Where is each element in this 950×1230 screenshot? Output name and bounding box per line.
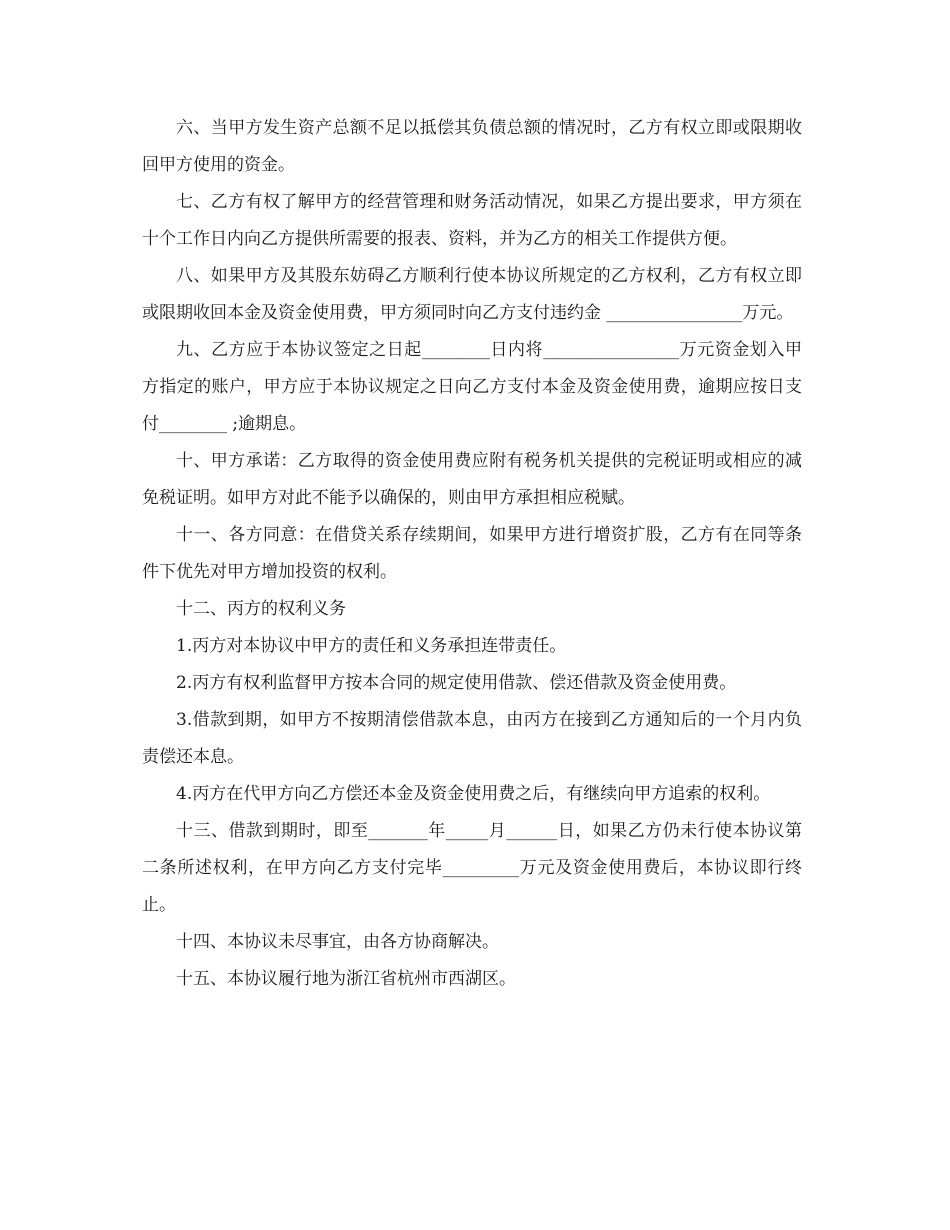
clause-6: 六、当甲方发生资产总额不足以抵偿其负债总额的情况时，乙方有权立即或限期收回甲方使用的资金。 bbox=[142, 118, 802, 175]
document-page bbox=[142, 110, 802, 998]
clause-8: 八、如果甲方及其股东妨碍乙方顺利行使本协议所规定的乙方权利，乙方有权立即或限期收回本金及资金使用费，甲方须同时向乙方支付违约金 ________________万元。 bbox=[142, 266, 802, 323]
clause-11: 十一、各方同意：在借贷关系存续期间，如果甲方进行增资扩股，乙方有在同等条件下优先对甲方增加投资的权利。 bbox=[142, 525, 802, 582]
clause-15: 十五、本协议履行地为浙江省杭州市西湖区。 bbox=[176, 969, 516, 989]
clause-12-item-2: 2.丙方有权利监督甲方按本合同的规定使用借款、偿还借款及资金使用费。 bbox=[176, 673, 737, 693]
clause-12-heading: 十二、丙方的权利义务 bbox=[176, 599, 346, 619]
clause-14: 十四、本协议未尽事宜，由各方协商解决。 bbox=[176, 932, 499, 952]
clause-12-item-4: 4.丙方在代甲方向乙方偿还本金及资金使用费之后，有继续向甲方追索的权利。 bbox=[176, 784, 771, 804]
clause-9: 九、乙方应于本协议签定之日起________日内将________________万元资金划入甲方指定的账户，甲方应于本协议规定之日向乙方支付本金及资金使用费，逾期应按日支付________ ;逾期息。 bbox=[142, 340, 802, 434]
clause-13: 十三、借款到期时，即至_______年_____月______日，如果乙方仍未行使本协议第二条所述权利，在甲方向乙方支付完毕_________万元及资金使用费后，本协议即行终止。 bbox=[142, 821, 802, 915]
clause-7: 七、乙方有权了解甲方的经营管理和财务活动情况，如果乙方提出要求，甲方须在十个工作日内向乙方提供所需要的报表、资料，并为乙方的相关工作提供方便。 bbox=[142, 192, 802, 249]
clause-12-item-1: 1.丙方对本协议中甲方的责任和义务承担连带责任。 bbox=[176, 636, 567, 656]
clause-12-item-3: 3.借款到期，如甲方不按期清偿借款本息，由丙方在接到乙方通知后的一个月内负责偿还本息。 bbox=[142, 710, 802, 767]
clause-10: 十、甲方承诺：乙方取得的资金使用费应附有税务机关提供的完税证明或相应的减免税证明。如甲方对此不能予以确保的，则由甲方承担相应税赋。 bbox=[142, 451, 802, 508]
